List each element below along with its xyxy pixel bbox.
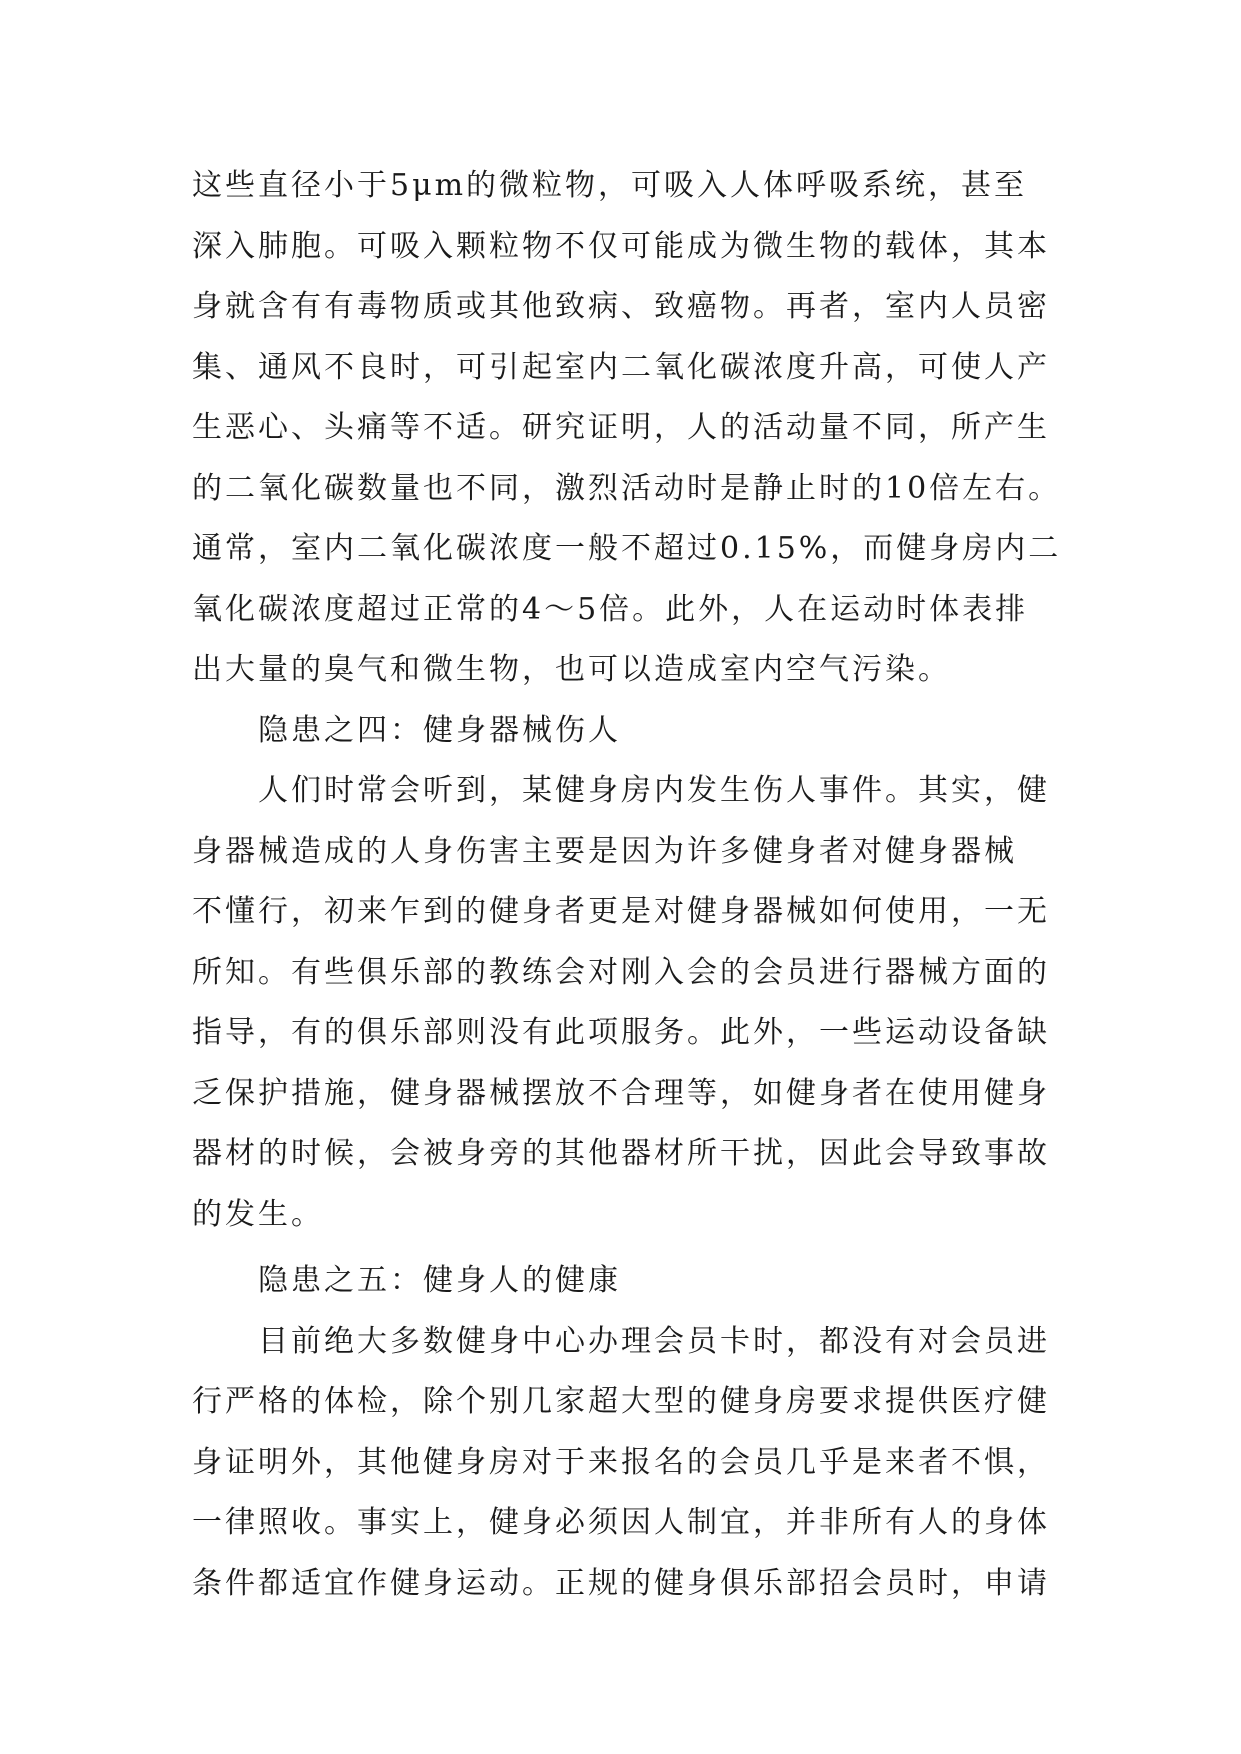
text-line: 这些直径小于5μm的微粒物，可吸入人体呼吸系统，甚至 xyxy=(192,168,1028,203)
text-line: 乏保护措施，健身器械摆放不合理等，如健身者在使用健身 xyxy=(192,1075,1050,1111)
text-line: 生恶心、头痛等不适。研究证明，人的活动量不同，所产生 xyxy=(192,410,1050,445)
heading-text: 隐患之四：健身器械伤人 xyxy=(258,712,621,748)
text-line: 出大量的臭气和微生物，也可以造成室内空气污染。 xyxy=(192,652,951,687)
section-heading-hazard-four xyxy=(192,701,1054,762)
section-heading-hazard-five xyxy=(192,1251,1054,1312)
text-line: 条件都适宜作健身运动。正规的健身俱乐部招会员时，申请 xyxy=(192,1565,1050,1601)
text-line: 身就含有有毒物质或其他致病、致癌物。再者，室内人员密 xyxy=(192,289,1050,324)
text-line: 器材的时候，会被身旁的其他器材所干扰，因此会导致事故 xyxy=(192,1136,1050,1171)
text-line: 深入肺胞。可吸入颗粒物不仅可能成为微生物的载体，其本 xyxy=(192,228,1050,264)
text-line: 行严格的体检，除个别几家超大型的健身房要求提供医疗健 xyxy=(192,1384,1050,1419)
text-line: 氧化碳浓度超过正常的4～5倍。此外，人在运动时体表排 xyxy=(192,591,1029,627)
text-line: 目前绝大多数健身中心办理会员卡时，都没有对会员进 xyxy=(258,1323,1050,1359)
text-line: 的二氧化碳数量也不同，激烈活动时是静止时的10倍左右。 xyxy=(192,470,1062,506)
text-line: 指导，有的俱乐部则没有此项服务。此外，一些运动设备缺 xyxy=(192,1015,1050,1050)
text-line: 身器械造成的人身伤害主要是因为许多健身者对健身器械 xyxy=(192,833,1017,869)
text-line: 集、通风不良时，可引起室内二氧化碳浓度升高，可使人产 xyxy=(192,349,1050,385)
text-line: 一律照收。事实上，健身必须因人制宜，并非所有人的身体 xyxy=(192,1505,1050,1540)
text-line: 人们时常会听到，某健身房内发生伤人事件。其实，健 xyxy=(258,773,1050,808)
text-line: 通常，室内二氧化碳浓度一般不超过0.15%，而健身房内二 xyxy=(192,531,1062,566)
text-line: 不懂行，初来乍到的健身者更是对健身器械如何使用，一无 xyxy=(192,894,1050,929)
paragraph-air-pollution xyxy=(192,156,1062,701)
text-line: 所知。有些俱乐部的教练会对刚入会的会员进行器械方面的 xyxy=(192,954,1050,990)
paragraph-equipment-injury xyxy=(192,761,1054,1245)
document-body xyxy=(192,156,1062,1614)
heading-text: 隐患之五：健身人的健康 xyxy=(258,1263,621,1298)
paragraph-member-health xyxy=(192,1312,1054,1615)
text-line: 身证明外，其他健身房对于来报名的会员几乎是来者不惧， xyxy=(192,1444,1050,1480)
text-line: 的发生。 xyxy=(192,1196,324,1232)
